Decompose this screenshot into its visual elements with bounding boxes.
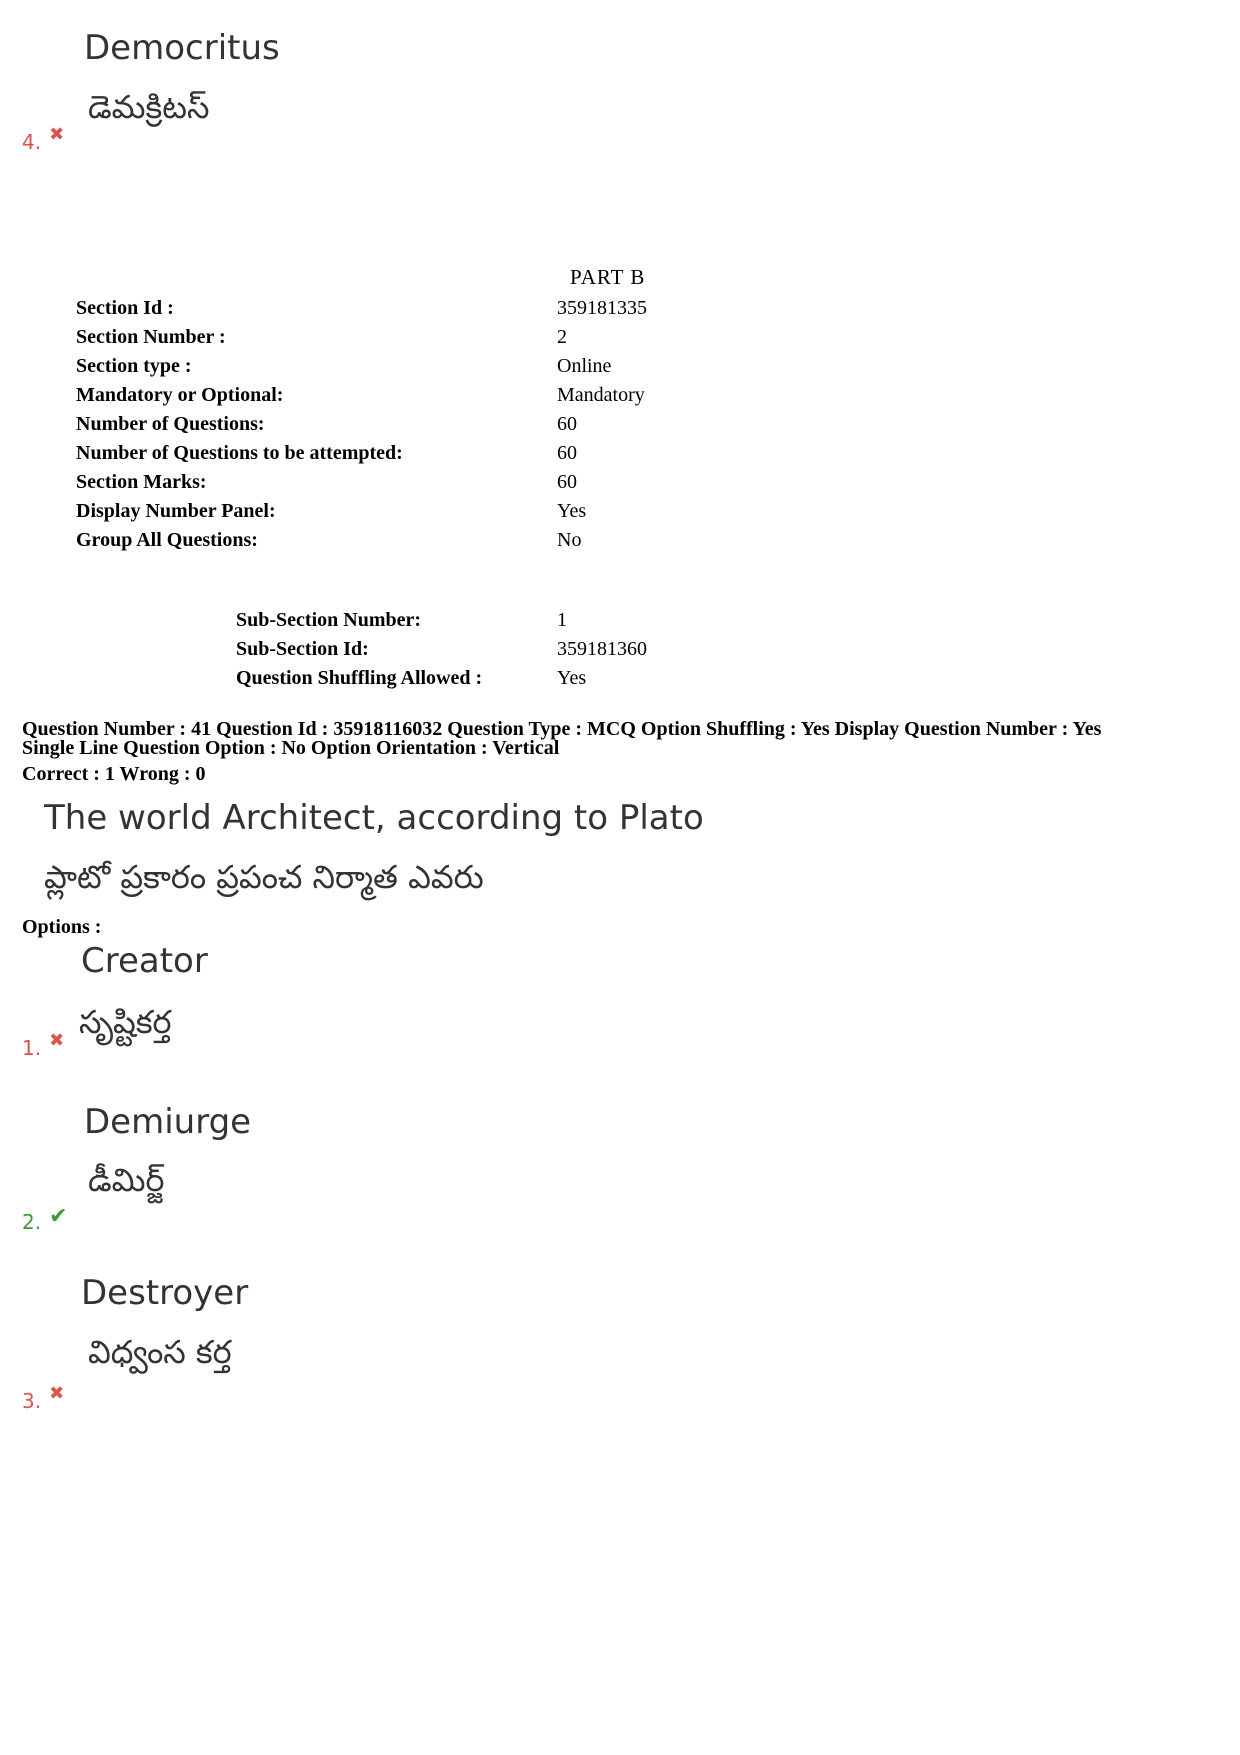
- display-panel-value: Yes: [557, 500, 587, 522]
- display-panel-label: Display Number Panel:: [76, 500, 276, 522]
- option-number-label: 4.: [22, 130, 42, 154]
- shuffling-value: Yes: [557, 667, 587, 689]
- section-row: [76, 294, 647, 323]
- option-2-text-te: డీమిర్జ్: [88, 1161, 165, 1199]
- option-3-number: [22, 1383, 65, 1413]
- option-4-number: [22, 124, 65, 154]
- mandatory-value: Mandatory: [557, 384, 645, 406]
- mandatory-label: Mandatory or Optional:: [76, 384, 284, 406]
- cross-icon: ✖: [49, 1030, 65, 1051]
- section-row: [76, 439, 647, 468]
- section-marks-label: Section Marks:: [76, 471, 207, 493]
- group-questions-value: No: [557, 529, 582, 551]
- question-marks-line: Correct : 1 Wrong : 0: [22, 763, 206, 785]
- section-row: [76, 468, 647, 497]
- subsection-id-label: Sub-Section Id:: [236, 638, 369, 660]
- option-3-text-te: విధ్వంస కర్త: [88, 1333, 232, 1371]
- option-4-text-te: డెమక్రిటస్: [88, 88, 210, 126]
- subsection-number-value: 1: [557, 609, 567, 631]
- subsection-row: [236, 635, 647, 664]
- option-3-text-en: Destroyer: [81, 1273, 249, 1313]
- section-id-label: Section Id :: [76, 297, 174, 319]
- num-attempt-value: 60: [557, 442, 577, 464]
- check-icon: ✔: [49, 1204, 68, 1229]
- num-questions-value: 60: [557, 413, 577, 435]
- cross-icon: ✖: [49, 124, 65, 145]
- subsection-row: [236, 606, 647, 635]
- section-row: [76, 381, 647, 410]
- option-2-text-en: Demiurge: [84, 1102, 252, 1142]
- question-meta-line-2: Single Line Question Option : No Option Orientation : Vertical: [22, 737, 560, 759]
- question-meta-line-1: Question Number : 41 Question Id : 35918116032 Question Type : MCQ Option Shuffling : Yes Display Question Number : Yes: [22, 718, 1102, 740]
- section-row: [76, 526, 647, 555]
- section-info-table: [76, 294, 647, 555]
- section-row: [76, 497, 647, 526]
- option-4-text-en: Democritus: [84, 28, 280, 68]
- option-number-label: 3.: [22, 1389, 42, 1413]
- section-number-value: 2: [557, 326, 567, 348]
- cross-icon: ✖: [49, 1383, 65, 1404]
- section-id-value: 359181335: [557, 297, 647, 319]
- option-number-label: 1.: [22, 1036, 42, 1060]
- section-row: [76, 352, 647, 381]
- section-type-label: Section type :: [76, 355, 192, 377]
- section-row: [76, 323, 647, 352]
- option-1-text-te: సృష్టికర్త: [79, 1003, 172, 1041]
- section-row: [76, 410, 647, 439]
- subsection-info-table: [236, 606, 647, 693]
- option-2-number: [22, 1204, 68, 1235]
- options-label: Options :: [22, 916, 102, 938]
- subsection-row: [236, 664, 647, 693]
- num-attempt-label: Number of Questions to be attempted:: [76, 442, 403, 464]
- subsection-id-value: 359181360: [557, 638, 647, 660]
- option-number-label: 2.: [22, 1210, 42, 1234]
- num-questions-label: Number of Questions:: [76, 413, 265, 435]
- subsection-number-label: Sub-Section Number:: [236, 609, 422, 631]
- question-text-en: The world Architect, according to Plato: [44, 798, 704, 838]
- option-1-number: [22, 1030, 65, 1060]
- section-type-value: Online: [557, 355, 612, 377]
- question-text-te: ప్లాటో ప్రకారం ప్రపంచ నిర్మాత ఎవరు: [44, 858, 484, 896]
- part-title: PART B: [570, 265, 646, 289]
- option-1-text-en: Creator: [81, 941, 208, 981]
- shuffling-label: Question Shuffling Allowed :: [236, 667, 483, 689]
- section-number-label: Section Number :: [76, 326, 226, 348]
- group-questions-label: Group All Questions:: [76, 529, 258, 551]
- section-marks-value: 60: [557, 471, 577, 493]
